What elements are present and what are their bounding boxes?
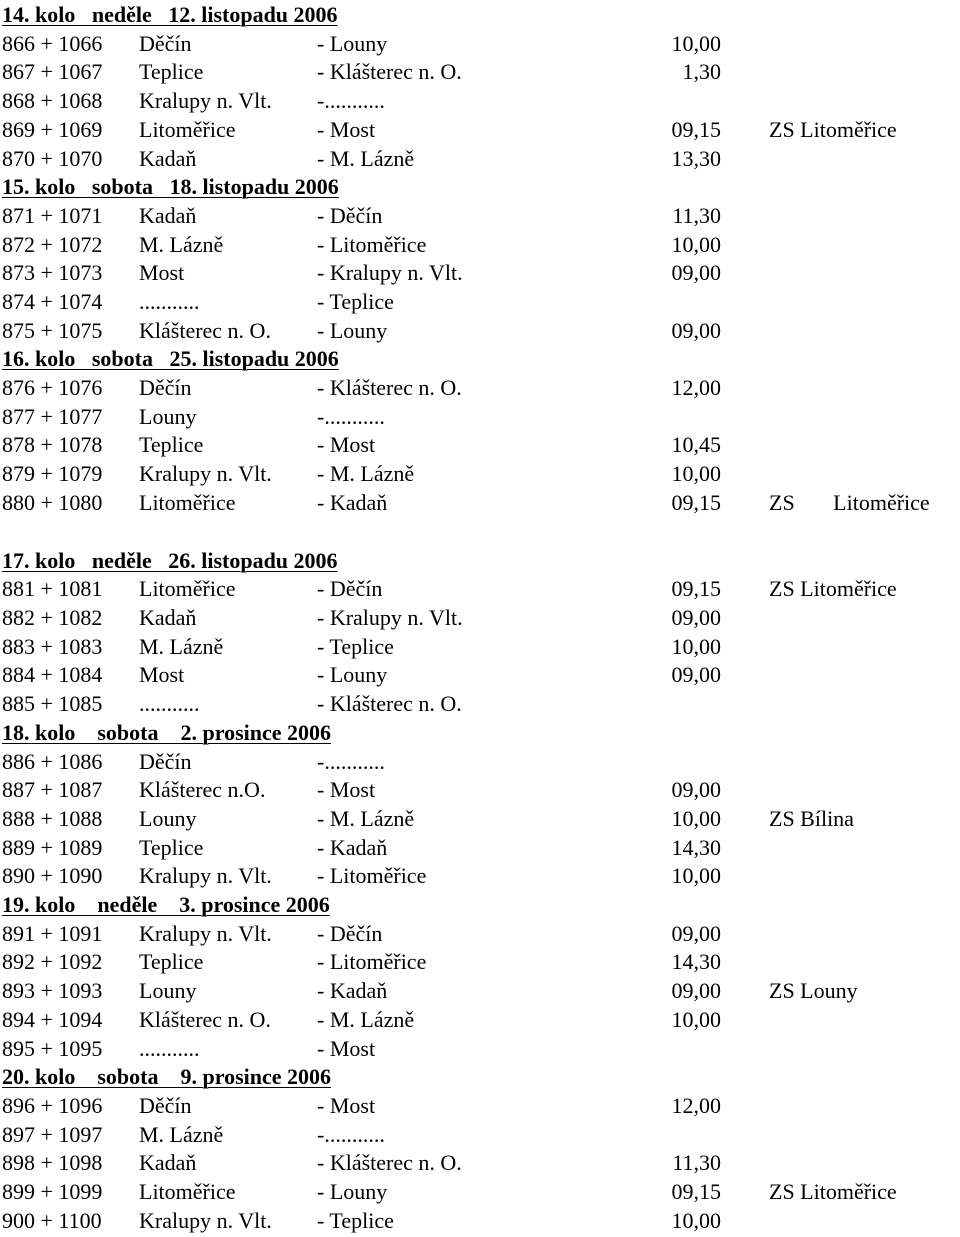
kickoff-time: 10,00 bbox=[671, 461, 721, 486]
home-team: M. Lázně bbox=[139, 1122, 224, 1147]
home-team: Teplice bbox=[139, 59, 204, 84]
home-team: Litoměřice bbox=[139, 1179, 236, 1204]
home-team: Louny bbox=[139, 806, 197, 831]
kickoff-time: 14,30 bbox=[671, 835, 721, 860]
home-team: Kralupy n. Vlt. bbox=[139, 461, 272, 486]
match-number: 884 + 1084 bbox=[2, 662, 103, 687]
away-team: - M. Lázně bbox=[317, 461, 415, 486]
round-header: 16. kolo sobota 25. listopadu 2006 bbox=[2, 346, 339, 371]
home-team: Litoměřice bbox=[139, 576, 236, 601]
match-number: 877 + 1077 bbox=[2, 404, 103, 429]
kickoff-time: 10,00 bbox=[671, 634, 721, 659]
round-header-row bbox=[0, 0, 960, 29]
home-team: Děčín bbox=[139, 749, 192, 774]
home-team: ........... bbox=[139, 1036, 200, 1061]
match-row bbox=[0, 488, 960, 517]
match-row bbox=[0, 775, 960, 804]
kickoff-time: 09,00 bbox=[671, 978, 721, 1003]
match-row bbox=[0, 316, 960, 345]
match-number: 879 + 1079 bbox=[2, 461, 103, 486]
kickoff-time: 09,00 bbox=[671, 921, 721, 946]
match-number: 874 + 1074 bbox=[2, 289, 103, 314]
away-team: - Děčín bbox=[317, 203, 383, 228]
home-team: Klášterec n. O. bbox=[139, 1007, 271, 1032]
away-team: -........... bbox=[317, 88, 385, 113]
away-team: - Most bbox=[317, 117, 376, 142]
kickoff-time: 09,00 bbox=[671, 318, 721, 343]
kickoff-time: 10,00 bbox=[671, 806, 721, 831]
match-number: 872 + 1072 bbox=[2, 232, 103, 257]
match-row bbox=[0, 947, 960, 976]
kickoff-time: 09,15 bbox=[671, 490, 721, 515]
home-team: Kadaň bbox=[139, 146, 197, 171]
away-team: - Louny bbox=[317, 662, 388, 687]
away-team: - Klášterec n. O. bbox=[317, 691, 462, 716]
home-team: Litoměřice bbox=[139, 117, 236, 142]
match-row bbox=[0, 747, 960, 776]
home-team: ........... bbox=[139, 691, 200, 716]
away-team: - Louny bbox=[317, 1179, 388, 1204]
match-number: 898 + 1098 bbox=[2, 1150, 103, 1175]
home-team: Most bbox=[139, 662, 185, 687]
away-team: - Teplice bbox=[317, 634, 394, 659]
kickoff-time: 12,00 bbox=[671, 1093, 721, 1118]
match-number: 869 + 1069 bbox=[2, 117, 103, 142]
round-header: 15. kolo sobota 18. listopadu 2006 bbox=[2, 174, 339, 199]
kickoff-time: 10,45 bbox=[671, 432, 721, 457]
match-row bbox=[0, 459, 960, 488]
match-row bbox=[0, 144, 960, 173]
match-row bbox=[0, 1177, 960, 1206]
match-number: 900 + 1100 bbox=[2, 1208, 102, 1233]
kickoff-time: 10,00 bbox=[671, 863, 721, 888]
match-row bbox=[0, 660, 960, 689]
home-team: Klášterec n.O. bbox=[139, 777, 266, 802]
round-header-row bbox=[0, 546, 960, 575]
home-team: Kralupy n. Vlt. bbox=[139, 863, 272, 888]
away-team: - M. Lázně bbox=[317, 806, 415, 831]
venue: ZS Litoměřice bbox=[769, 117, 897, 142]
match-number: 887 + 1087 bbox=[2, 777, 103, 802]
kickoff-time: 09,00 bbox=[671, 605, 721, 630]
home-team: Teplice bbox=[139, 432, 204, 457]
home-team: Děčín bbox=[139, 375, 192, 400]
round-header-row bbox=[0, 1062, 960, 1091]
match-number: 871 + 1071 bbox=[2, 203, 103, 228]
match-row bbox=[0, 1005, 960, 1034]
away-team: - Klášterec n. O. bbox=[317, 59, 462, 84]
kickoff-time: 1,30 bbox=[682, 59, 721, 84]
away-team: - Teplice bbox=[317, 289, 394, 314]
round-header: 20. kolo sobota 9. prosince 2006 bbox=[2, 1064, 332, 1089]
home-team: Kadaň bbox=[139, 605, 197, 630]
away-team: - Klášterec n. O. bbox=[317, 1150, 462, 1175]
match-row bbox=[0, 1034, 960, 1063]
home-team: ........... bbox=[139, 289, 200, 314]
home-team: Louny bbox=[139, 404, 197, 429]
round-header-row bbox=[0, 718, 960, 747]
away-team: - Litoměřice bbox=[317, 863, 427, 888]
home-team: M. Lázně bbox=[139, 634, 224, 659]
kickoff-time: 14,30 bbox=[671, 949, 721, 974]
match-row bbox=[0, 57, 960, 86]
kickoff-time: 09,15 bbox=[671, 576, 721, 601]
home-team: Děčín bbox=[139, 31, 192, 56]
match-row bbox=[0, 1206, 960, 1235]
home-team: Děčín bbox=[139, 1093, 192, 1118]
match-number: 880 + 1080 bbox=[2, 490, 103, 515]
kickoff-time: 10,00 bbox=[671, 1007, 721, 1032]
away-team: - Teplice bbox=[317, 1208, 394, 1233]
round-header: 18. kolo sobota 2. prosince 2006 bbox=[2, 720, 332, 745]
venue: ZS Litoměřice bbox=[769, 490, 930, 515]
match-row bbox=[0, 201, 960, 230]
round-header: 17. kolo neděle 26. listopadu 2006 bbox=[2, 548, 338, 573]
match-number: 895 + 1095 bbox=[2, 1036, 103, 1061]
match-row bbox=[0, 919, 960, 948]
home-team: Kadaň bbox=[139, 203, 197, 228]
home-team: Kadaň bbox=[139, 1150, 197, 1175]
match-row bbox=[0, 574, 960, 603]
round-header-row bbox=[0, 890, 960, 919]
away-team: - Kadaň bbox=[317, 978, 388, 1003]
match-row bbox=[0, 861, 960, 890]
match-number: 873 + 1073 bbox=[2, 260, 103, 285]
match-number: 894 + 1094 bbox=[2, 1007, 103, 1032]
home-team: M. Lázně bbox=[139, 232, 224, 257]
away-team: - Děčín bbox=[317, 921, 383, 946]
away-team: - Kadaň bbox=[317, 835, 388, 860]
away-team: - Most bbox=[317, 432, 376, 457]
round-header-row bbox=[0, 344, 960, 373]
away-team: - Louny bbox=[317, 31, 388, 56]
match-row bbox=[0, 258, 960, 287]
kickoff-time: 09,00 bbox=[671, 777, 721, 802]
away-team: - Litoměřice bbox=[317, 949, 427, 974]
away-team: - Litoměřice bbox=[317, 232, 427, 257]
away-team: - Most bbox=[317, 1093, 376, 1118]
away-team: - M. Lázně bbox=[317, 146, 415, 171]
match-number: 883 + 1083 bbox=[2, 634, 103, 659]
kickoff-time: 09,00 bbox=[671, 260, 721, 285]
match-number: 868 + 1068 bbox=[2, 88, 103, 113]
match-number: 891 + 1091 bbox=[2, 921, 103, 946]
away-team: - Kadaň bbox=[317, 490, 388, 515]
match-number: 897 + 1097 bbox=[2, 1122, 103, 1147]
match-number: 878 + 1078 bbox=[2, 432, 103, 457]
away-team: - Most bbox=[317, 1036, 376, 1061]
match-row bbox=[0, 115, 960, 144]
match-number: 886 + 1086 bbox=[2, 749, 103, 774]
away-team: - Kralupy n. Vlt. bbox=[317, 260, 463, 285]
match-row bbox=[0, 976, 960, 1005]
match-number: 888 + 1088 bbox=[2, 806, 103, 831]
match-row bbox=[0, 1148, 960, 1177]
kickoff-time: 13,30 bbox=[671, 146, 721, 171]
match-row bbox=[0, 833, 960, 862]
match-number: 892 + 1092 bbox=[2, 949, 103, 974]
match-number: 896 + 1096 bbox=[2, 1093, 103, 1118]
kickoff-time: 12,00 bbox=[671, 375, 721, 400]
match-row bbox=[0, 632, 960, 661]
match-row bbox=[0, 373, 960, 402]
round-header: 19. kolo neděle 3. prosince 2006 bbox=[2, 892, 330, 917]
kickoff-time: 11,30 bbox=[672, 203, 721, 228]
kickoff-time: 11,30 bbox=[672, 1150, 721, 1175]
kickoff-time: 10,00 bbox=[671, 31, 721, 56]
match-row bbox=[0, 287, 960, 316]
match-number: 875 + 1075 bbox=[2, 318, 103, 343]
match-row bbox=[0, 804, 960, 833]
away-team: - Louny bbox=[317, 318, 388, 343]
home-team: Litoměřice bbox=[139, 490, 236, 515]
away-team: - Kralupy n. Vlt. bbox=[317, 605, 463, 630]
home-team: Klášterec n. O. bbox=[139, 318, 271, 343]
kickoff-time: 10,00 bbox=[671, 1208, 721, 1233]
match-number: 882 + 1082 bbox=[2, 605, 103, 630]
match-number: 866 + 1066 bbox=[2, 31, 103, 56]
match-number: 885 + 1085 bbox=[2, 691, 103, 716]
venue: ZS Louny bbox=[769, 978, 858, 1003]
match-number: 876 + 1076 bbox=[2, 375, 103, 400]
match-row bbox=[0, 402, 960, 431]
round-header-row bbox=[0, 172, 960, 201]
kickoff-time: 09,15 bbox=[671, 1179, 721, 1204]
away-team: - Děčín bbox=[317, 576, 383, 601]
away-team: - Klášterec n. O. bbox=[317, 375, 462, 400]
match-row bbox=[0, 1120, 960, 1149]
kickoff-time: 10,00 bbox=[671, 232, 721, 257]
match-number: 893 + 1093 bbox=[2, 978, 103, 1003]
match-row bbox=[0, 29, 960, 58]
match-row bbox=[0, 86, 960, 115]
match-row bbox=[0, 603, 960, 632]
round-header: 14. kolo neděle 12. listopadu 2006 bbox=[2, 2, 338, 27]
venue: ZS Litoměřice bbox=[769, 1179, 897, 1204]
match-number: 899 + 1099 bbox=[2, 1179, 103, 1204]
match-number: 870 + 1070 bbox=[2, 146, 103, 171]
home-team: Most bbox=[139, 260, 185, 285]
match-number: 890 + 1090 bbox=[2, 863, 103, 888]
match-number: 881 + 1081 bbox=[2, 576, 103, 601]
kickoff-time: 09,00 bbox=[671, 662, 721, 687]
match-number: 889 + 1089 bbox=[2, 835, 103, 860]
match-row bbox=[0, 430, 960, 459]
home-team: Kralupy n. Vlt. bbox=[139, 1208, 272, 1233]
away-team: - M. Lázně bbox=[317, 1007, 415, 1032]
match-row bbox=[0, 689, 960, 718]
match-row bbox=[0, 1091, 960, 1120]
away-team: -........... bbox=[317, 404, 385, 429]
venue: ZS Litoměřice bbox=[769, 576, 897, 601]
venue: ZS Bílina bbox=[769, 806, 854, 831]
kickoff-time: 09,15 bbox=[671, 117, 721, 142]
match-row bbox=[0, 230, 960, 259]
away-team: - Most bbox=[317, 777, 376, 802]
home-team: Kralupy n. Vlt. bbox=[139, 88, 272, 113]
match-number: 867 + 1067 bbox=[2, 59, 103, 84]
home-team: Teplice bbox=[139, 835, 204, 860]
away-team: -........... bbox=[317, 1122, 385, 1147]
home-team: Teplice bbox=[139, 949, 204, 974]
away-team: -........... bbox=[317, 749, 385, 774]
home-team: Louny bbox=[139, 978, 197, 1003]
home-team: Kralupy n. Vlt. bbox=[139, 921, 272, 946]
